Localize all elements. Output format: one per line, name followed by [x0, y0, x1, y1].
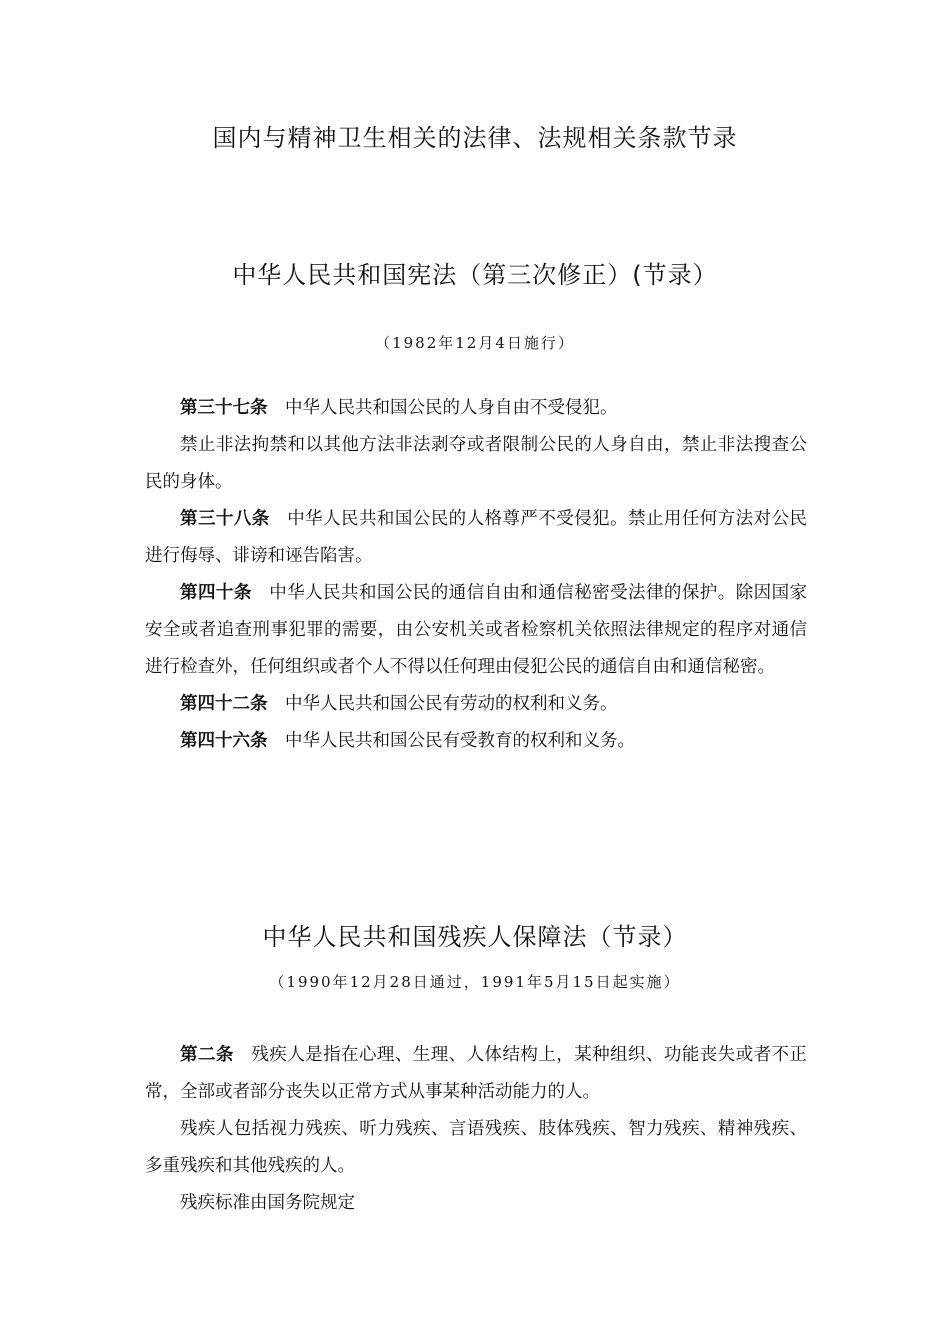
article-paragraph	[145, 686, 807, 723]
article-paragraph	[145, 427, 807, 501]
article-paragraph	[145, 575, 807, 686]
article-paragraph	[145, 723, 807, 760]
article-text: 中华人民共和国公民有劳动的权利和义务。	[285, 694, 618, 714]
article-number: 第二条	[180, 1045, 234, 1065]
section-body-constitution	[145, 390, 807, 760]
section-title-constitution: 中华人民共和国宪法（第三次修正）(节录）	[232, 261, 718, 289]
article-paragraph	[145, 390, 807, 427]
document-title: 国内与精神卫生相关的法律、法规相关条款节录	[212, 124, 738, 152]
section-date-constitution: （1982年12月4日施行）	[375, 334, 575, 352]
article-text: 中华人民共和国公民的通信自由和通信秘密受法律的保护。除因国家安全或者追查刑事犯罪的需要，由公安机关或者检察机关依照法律规定的程序对通信进行检查外，任何组织或者个人不得以任何理由侵犯公民的通信自由和通信秘密。	[145, 583, 808, 677]
section-body-disability-law	[145, 1037, 807, 1222]
article-text: 禁止非法拘禁和以其他方法非法剥夺或者限制公民的人身自由，禁止非法搜查公民的身体。	[145, 435, 807, 492]
article-text: 中华人民共和国公民的人身自由不受侵犯。	[285, 398, 618, 418]
article-text: 残疾标准由国务院规定	[180, 1193, 355, 1213]
article-paragraph	[145, 501, 807, 575]
article-number: 第三十七条	[180, 398, 268, 418]
article-text: 残疾人包括视力残疾、听力残疾、言语残疾、肢体残疾、智力残疾、精神残疾、多重残疾和其他残疾的人。	[145, 1119, 807, 1176]
section-date-disability-law: （1990年12月28日通过，1991年5月15日起实施）	[269, 973, 681, 991]
article-number: 第四十六条	[180, 731, 268, 751]
article-text: 中华人民共和国公民有受教育的权利和义务。	[285, 731, 635, 751]
article-paragraph	[145, 1185, 807, 1222]
article-paragraph	[145, 1111, 807, 1185]
article-text: 残疾人是指在心理、生理、人体结构上，某种组织、功能丧失或者不正常，全部或者部分丧失以正常方式从事某种活动能力的人。	[145, 1045, 808, 1102]
article-text: 中华人民共和国公民的人格尊严不受侵犯。禁止用任何方法对公民进行侮辱、诽谤和诬告陷害。	[145, 509, 808, 566]
section-title-disability-law: 中华人民共和国残疾人保障法（节录）	[262, 923, 688, 951]
article-number: 第四十二条	[180, 694, 268, 714]
article-paragraph	[145, 1037, 807, 1111]
article-number: 第三十八条	[180, 509, 270, 529]
article-number: 第四十条	[180, 583, 252, 603]
